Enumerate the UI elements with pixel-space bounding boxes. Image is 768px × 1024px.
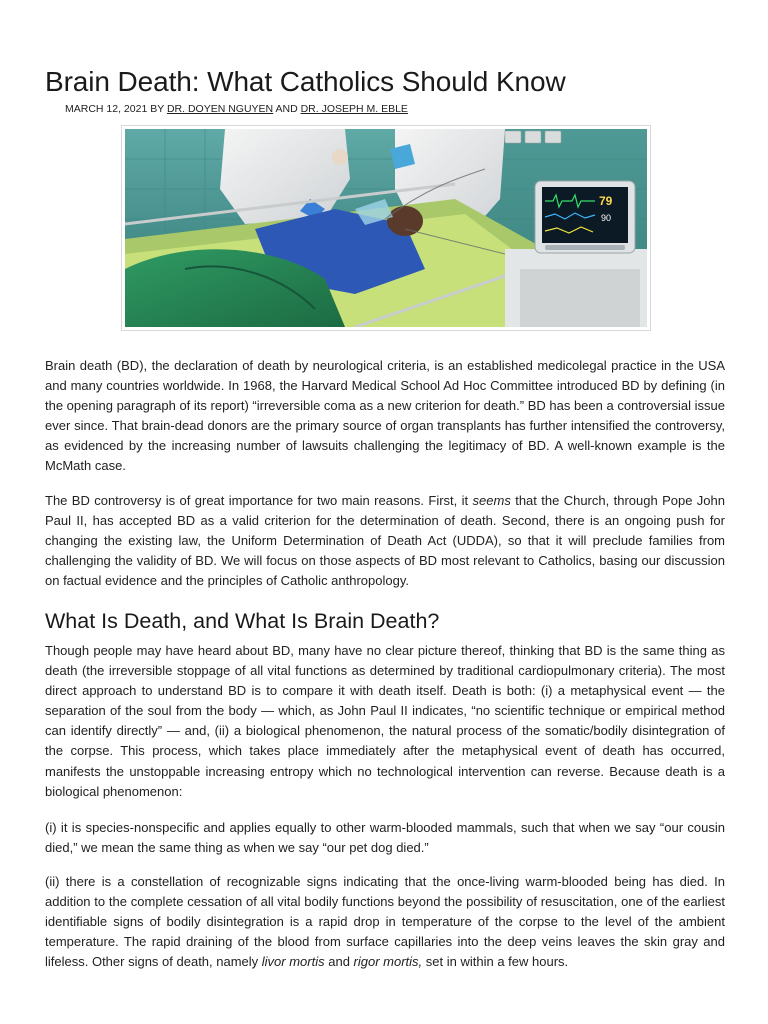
patient-monitor <box>535 181 635 253</box>
section-heading: What Is Death, and What Is Brain Death? <box>45 609 440 633</box>
byline-joiner: AND <box>273 103 301 115</box>
byline <box>65 103 408 115</box>
featured-photo <box>121 125 651 331</box>
emphasis-livor-mortis: livor mortis <box>261 954 325 970</box>
author-link-doyen-nguyen[interactable]: DR. DOYEN NGUYEN <box>166 103 274 115</box>
paragraph-controversy <box>45 491 725 591</box>
emphasis-rigor-mortis: rigor mortis, <box>353 954 423 970</box>
monitor-reading-1: 79 <box>599 194 613 208</box>
author-link-joseph-eble[interactable]: DR. JOSEPH M. EBLE <box>300 103 408 115</box>
paragraph-controversy-text-a: The BD controversy is of great importance for two main reasons. First, it <box>45 493 473 508</box>
paragraph-point-ii-text-b: set in within a few hours. <box>422 954 569 970</box>
paragraph-point-ii-text-a: (ii) there is a constellation of recognizable signs indicating that the once-living warm-blooded being has died. In addition to the complete cessation of all vital bodily functions beyond the possibility of resuscitation, one of the earliest identifiable signs of bodily disintegration is a rapid drop in temperature of the corpse to the level of the ambient temperature. The rapid draining of the blood from surface capillaries into the deep veins leaves the skin gray and lifeless. Other signs of death, namely <box>45 874 725 970</box>
hospital-scene-illustration <box>125 129 647 327</box>
publish-date: MARCH 12, 2021 BY <box>65 103 167 115</box>
emphasis-seems: seems <box>472 493 511 508</box>
paragraph-what-is-death: Though people may have heard about BD, many have no clear picture thereof, thinking that BD is the same thing as death (the irreversible stoppage of all vital functions as determined by traditional cardiopulmonary criteria). The most direct approach to understand BD is to compare it with death itself. Death is both: (i) a metaphysical event — the separation of the soul from the body — which, as John Paul II indicates, “no scientific technique or empirical method can identify directly” — and, (ii) a biological phenomenon, the natural process of the somatic/bodily disintegration of the corpse. This process, which takes place immediately after the metaphysical event of death has occurred, manifests the unstoppable increasing entropy which no technological intervention can reverse. Because death is a biological phenomenon: <box>45 643 725 799</box>
article-title: Brain Death: What Catholics Should Know <box>45 66 566 97</box>
monitor-reading-2: 90 <box>601 213 612 223</box>
paragraph-controversy-text-b: that the Church, through Pope John Paul II, has accepted BD as a valid criterion for the determination of death. Second, there is an ongoing push for changing the existing law, the Uniform Determination of Death Act (UDDA), so that it will preclude families from challenging the validity of BD. We will focus on those aspects of BD most relevant to Catholics, basing our discussion on factual evidence and the principles of Catholic anthropology. <box>45 493 725 589</box>
paragraph-point-ii <box>45 872 725 972</box>
paragraph-point-ii-joiner: and <box>324 954 354 970</box>
paragraph-point-i: (i) it is species-nonspecific and applies equally to other warm-blooded mammals, such that when we say “our cousin died,” we mean the same thing as when we say “our pet dog died.” <box>45 820 725 856</box>
paragraph-intro: Brain death (BD), the declaration of death by neurological criteria, is an established medicolegal practice in the USA and many countries worldwide. In 1968, the Harvard Medical School Ad Hoc Committee introduced BD by defining (in the opening paragraph of its report) “irreversible coma as a new criterion for death.” BD has been a controversial issue ever since. That brain-dead donors are the primary source of organ transplants has further intensified the controversy, as evidenced by the increasing number of lawsuits challenging the legitimacy of BD. A well-known example is the McMath case. <box>45 358 725 474</box>
